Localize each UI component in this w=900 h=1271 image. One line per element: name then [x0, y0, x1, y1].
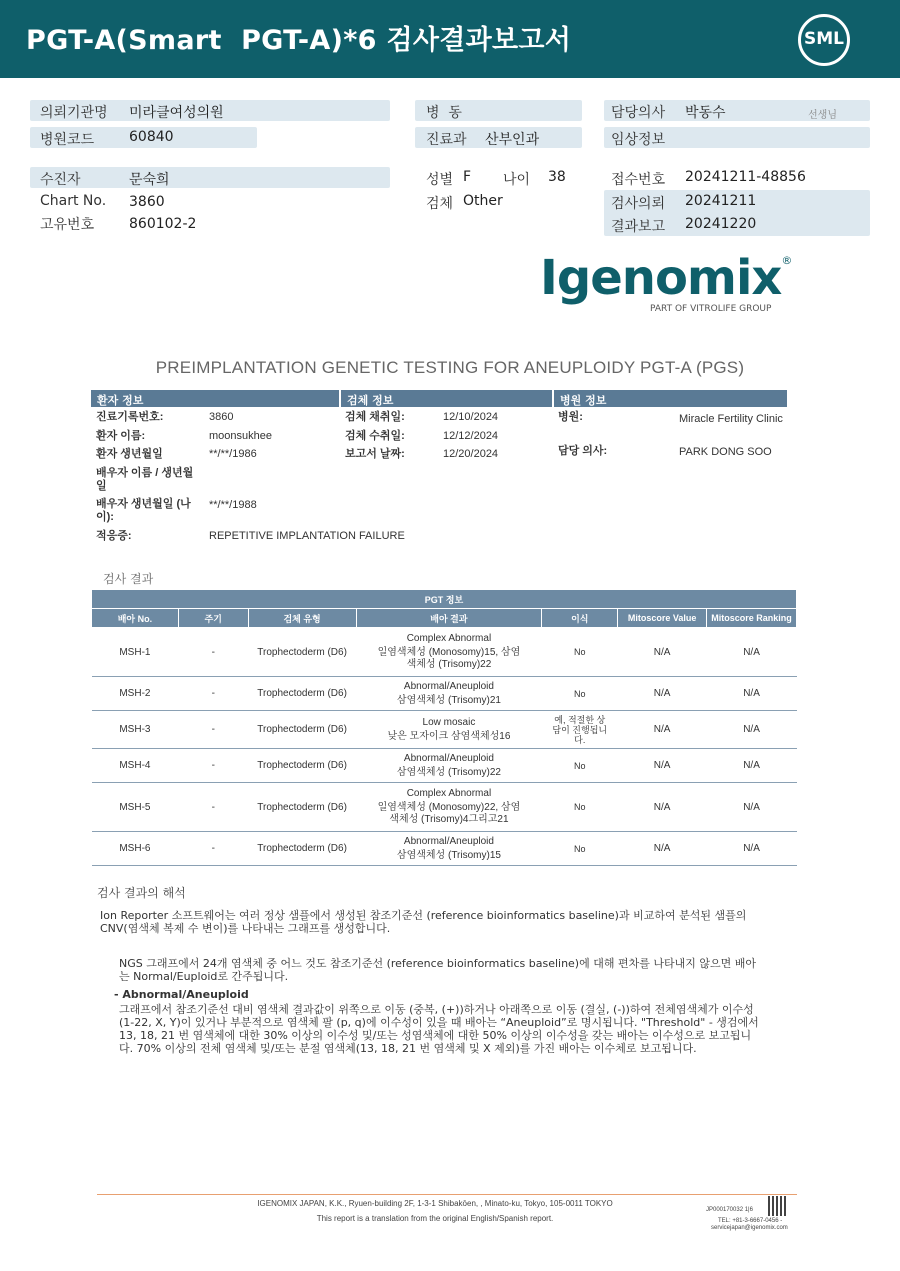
collect-label: 검체 채취일: [345, 411, 405, 423]
table-row [92, 749, 797, 783]
footer-divider [97, 1194, 797, 1195]
doctor-suffix: 선생님 [808, 110, 837, 121]
table-row [92, 832, 797, 866]
report-date-label: 결과보고 [611, 219, 666, 235]
row-transfer: No [542, 749, 618, 783]
hospital-label: 병원: [558, 411, 583, 423]
row-cycle: - [178, 783, 248, 832]
dob-label: 환자 생년월일 [96, 448, 163, 460]
row-transfer: No [542, 783, 618, 832]
row-mitoscore-value: N/A [618, 711, 707, 749]
igenomix-logo [540, 250, 793, 314]
indication-label: 적응증: [96, 530, 132, 542]
request-label: 검사의뢰 [611, 196, 666, 212]
age-value: 38 [548, 169, 566, 185]
receive-label: 검체 수취일: [345, 430, 405, 442]
results-table [91, 589, 797, 866]
row-result-label: Low mosaic [422, 716, 476, 728]
chart-value: 3860 [129, 194, 165, 210]
row-result [356, 749, 542, 783]
igenomix-subtitle: PART OF VITROLIFE GROUP [650, 304, 772, 314]
table-row [92, 783, 797, 832]
footer-email: servicejapan@igenomix.com [711, 1225, 788, 1231]
row-mitoscore-value: N/A [618, 677, 707, 711]
column-header: 검체 유형 [248, 609, 356, 628]
sml-logo-text: SML [804, 29, 844, 49]
row-cycle: - [178, 711, 248, 749]
row-mitoscore-ranking: N/A [707, 628, 797, 677]
row-specimen-type: Trophectoderm (D6) [248, 628, 356, 677]
igenomix-reg: ® [781, 254, 793, 267]
table-row [92, 711, 797, 749]
dept-value: 산부인과 [485, 132, 540, 148]
column-header: 주기 [178, 609, 248, 628]
footer-code: JP000170032 1|6 [706, 1207, 753, 1213]
indication-value: REPETITIVE IMPLANTATION FAILURE [209, 530, 405, 542]
row-embryo-id: MSH-6 [92, 832, 179, 866]
row-mitoscore-ranking: N/A [707, 832, 797, 866]
unique-value: 860102-2 [129, 216, 197, 232]
row-embryo-id: MSH-1 [92, 628, 179, 677]
row-result [356, 628, 542, 677]
institution-value: 미라클여성의원 [129, 105, 224, 121]
report-date-label-en: 보고서 날짜: [345, 448, 405, 460]
row-transfer: No [542, 677, 618, 711]
row-result-detail: 일염색체성 (Monosomy)15, 삼염색체성 (Trisomy)22 [377, 647, 521, 670]
doctor-label: 담당의사 [611, 105, 666, 121]
section-specimen-header: 검체 정보 [341, 390, 552, 407]
dept-label: 진료과 [426, 132, 467, 148]
row-transfer: 예, 적절한 상담이 진행됩니다. [542, 711, 618, 749]
column-header: 배아 No. [92, 609, 179, 628]
row-mitoscore-ranking: N/A [707, 677, 797, 711]
ward-label: 병 동 [426, 105, 462, 121]
interpretation-paragraph-3: 그래프에서 참조기준선 대비 염색체 결과값이 위쪽으로 이동 (중복, (+))하거나 아래쪽으로 이동 (결실, (-))하여 전체염색체가 이수성 (1-22, X, Y)이 있거나 부분적으로 염색체 팔 (p, q)에 이수성이 있을 때 배아는 “Aneuploid”로 명시됩니다. "Threshold" - 생검에서 13, 18, 21 번 염색체에 대한 30% 이상의 이수성 및/또는 성염색체에 대한 50% 이상의 이수성을 갖는 배아는 이수성으로 보고됩니다. 70% 이상의 전체 염색체 및/또는 분절 염색체(13, 18, 21 번 염색체 및 X 제외)를 가진 배아는 이수체로 보고됩니다. [119, 1003, 759, 1055]
row-result-detail: 삼염색체성 (Trisomy)22 [396, 766, 501, 778]
receipt-value: 20241211-48856 [685, 169, 806, 185]
row-transfer: No [542, 628, 618, 677]
patient-label: 수진자 [40, 172, 81, 188]
table-row [92, 677, 797, 711]
column-header: 배아 결과 [356, 609, 542, 628]
sml-logo [798, 14, 850, 66]
interpretation-subheading: - Abnormal/Aneuploid [114, 988, 249, 1001]
column-header: Mitoscore Ranking [707, 609, 797, 628]
row-mitoscore-ranking: N/A [707, 711, 797, 749]
row-cycle: - [178, 677, 248, 711]
document-title: PREIMPLANTATION GENETIC TESTING FOR ANEUPLOIDY PGT-A (PGS) [155, 358, 745, 377]
record-label: 진료기록번호: [96, 411, 164, 423]
sex-label: 성별 [426, 172, 454, 188]
footer-tel: TEL: +81-3-6667-0456 - [718, 1218, 783, 1224]
results-body [92, 628, 797, 866]
row-result-label: Complex Abnormal [406, 633, 492, 644]
interpretation-heading: 검사 결과의 해석 [97, 886, 186, 900]
column-header: Mitoscore Value [618, 609, 707, 628]
row-embryo-id: MSH-2 [92, 677, 179, 711]
spouse-dob-label: 배우자 생년월일 (나이): [96, 498, 191, 523]
row-specimen-type: Trophectoderm (D6) [248, 677, 356, 711]
spouse-dob-value: **/**/1988 [209, 499, 257, 511]
patient-value: 문숙희 [129, 172, 170, 188]
name-label: 환자 이름: [96, 430, 146, 442]
row-embryo-id: MSH-5 [92, 783, 179, 832]
results-heading: 검사 결과 [103, 572, 154, 586]
record-value: 3860 [209, 411, 234, 423]
receive-value: 12/12/2024 [443, 430, 499, 442]
clinical-label: 임상정보 [611, 132, 666, 148]
sex-value: F [463, 169, 472, 185]
row-specimen-type: Trophectoderm (D6) [248, 711, 356, 749]
chart-label: Chart No. [40, 193, 107, 209]
row-cycle: - [178, 832, 248, 866]
igenomix-wordmark: Igenomix [540, 250, 782, 306]
spouse-label: 배우자 이름 / 생년월일 [96, 467, 194, 492]
row-result-label: Abnormal/Aneuploid [403, 752, 494, 764]
receipt-label: 접수번호 [611, 172, 666, 188]
row-result-label: Abnormal/Aneuploid [403, 680, 494, 692]
table-row [92, 628, 797, 677]
row-mitoscore-value: N/A [618, 832, 707, 866]
age-label: 나이 [503, 172, 531, 188]
row-mitoscore-ranking: N/A [707, 749, 797, 783]
doctor-label-en: 담당 의사: [558, 445, 608, 457]
row-result-detail: 낮은 모자이크 삼염색체성16 [387, 730, 511, 742]
specimen-value: Other [463, 193, 503, 209]
qr-code-icon [768, 1196, 788, 1216]
row-specimen-type: Trophectoderm (D6) [248, 749, 356, 783]
interpretation-paragraph-1: Ion Reporter 소프트웨어는 여러 정상 샘플에서 생성된 참조기준선 (reference bioinformatics baseline)과 비교하여 분석된 샘플의 CNV(염색체 복제 수 변이)를 나타내는 그래프를 생성합니다. [100, 909, 747, 935]
doctor-value-en: PARK DONG SOO [679, 446, 772, 458]
report-title: PGT-A(Smart PGT-A)*6 검사결과보고서 [26, 25, 572, 56]
header-bar [0, 0, 900, 78]
row-cycle: - [178, 628, 248, 677]
doctor-value: 박동수 [685, 105, 726, 121]
row-specimen-type: Trophectoderm (D6) [248, 832, 356, 866]
column-header: 이식 [542, 609, 618, 628]
row-mitoscore-ranking: N/A [707, 783, 797, 832]
row-result-detail: 일염색체성 (Monosomy)22, 삼염색체성 (Trisomy)4그리고21 [377, 802, 521, 825]
hospital-value: Miracle Fertility Clinic [679, 413, 783, 425]
footer-address: IGENOMIX JAPAN, K.K., Ryuen-building 2F, 1-3-1 Shibakōen, , Minato-ku, Tokyo, 105-0011 TOKYO [257, 1199, 613, 1208]
row-mitoscore-value: N/A [618, 783, 707, 832]
report-date-value-en: 12/20/2024 [443, 448, 499, 460]
results-columns [92, 609, 797, 628]
report-date-value: 20241220 [685, 216, 757, 232]
name-value: moonsukhee [209, 430, 272, 442]
footer-note: This report is a translation from the original English/Spanish report. [316, 1214, 554, 1223]
row-result [356, 832, 542, 866]
results-group-header: PGT 정보 [92, 590, 797, 609]
row-result-detail: 삼염색체성 (Trisomy)21 [396, 694, 501, 706]
unique-label: 고유번호 [40, 217, 95, 233]
row-result-detail: 삼염색체성 (Trisomy)15 [396, 849, 501, 861]
row-result [356, 783, 542, 832]
row-mitoscore-value: N/A [618, 628, 707, 677]
row-embryo-id: MSH-3 [92, 711, 179, 749]
institution-label: 의뢰기관명 [40, 105, 108, 121]
section-hospital-header: 병원 정보 [554, 390, 787, 407]
row-embryo-id: MSH-4 [92, 749, 179, 783]
row-result [356, 711, 542, 749]
hospital-code-value: 60840 [129, 129, 174, 145]
row-cycle: - [178, 749, 248, 783]
hospital-code-label: 병원코드 [40, 132, 95, 148]
row-specimen-type: Trophectoderm (D6) [248, 783, 356, 832]
row-transfer: No [542, 832, 618, 866]
request-value: 20241211 [685, 193, 757, 209]
row-result-label: Complex Abnormal [406, 788, 492, 799]
patient-row [30, 167, 390, 188]
row-result [356, 677, 542, 711]
section-patient-header: 환자 정보 [91, 390, 339, 407]
interpretation-paragraph-2: NGS 그래프에서 24개 염색체 중 어느 것도 참조기준선 (reference bioinformatics baseline)에 대해 편차를 나타내지 않으면 배아는 Normal/Euploid로 간주됩니다. [119, 957, 756, 983]
specimen-label: 검체 [426, 196, 454, 212]
row-mitoscore-value: N/A [618, 749, 707, 783]
row-result-label: Abnormal/Aneuploid [403, 835, 494, 847]
collect-value: 12/10/2024 [443, 411, 499, 423]
dob-value: **/**/1986 [209, 448, 257, 460]
